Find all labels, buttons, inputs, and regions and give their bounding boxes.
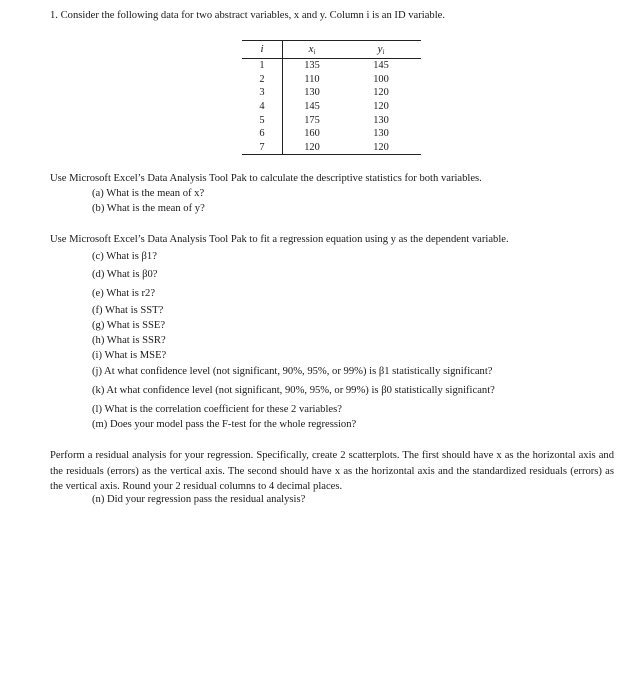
header-y-subscript: i: [382, 47, 385, 56]
header-y: [341, 41, 421, 59]
question-b: (b) What is the mean of y?: [92, 203, 205, 214]
cell-i: 2: [242, 73, 283, 87]
question-m: (m) Does your model pass the F-test for the whole regression?: [92, 419, 357, 430]
question-c: (c) What is β1?: [92, 251, 157, 262]
header-x: [283, 41, 342, 59]
header-x-label: x: [308, 42, 314, 55]
cell-x: 130: [304, 87, 320, 99]
cell-i: 1: [242, 59, 283, 73]
question-f: (f) What is SST?: [92, 305, 164, 316]
cell-i: 5: [242, 113, 283, 127]
cell-x: 175: [304, 114, 320, 126]
data-table: [242, 40, 421, 155]
cell-y: 120: [341, 141, 421, 155]
cell-x: 160: [304, 128, 320, 140]
question-l: (l) What is the correlation coefficient for these 2 variables?: [92, 404, 342, 415]
table-header-row: [242, 41, 421, 59]
question-e: (e) What is r2?: [92, 288, 156, 299]
table-row: [242, 113, 421, 127]
cell-i: 7: [242, 141, 283, 155]
cell-y: 100: [373, 73, 389, 85]
question-g: (g) What is SSE?: [92, 320, 166, 331]
table-row: [242, 141, 421, 155]
cell-y: 130: [373, 114, 389, 126]
question-k: (k) At what confidence level (not significant, 90%, 95%, or 99%) is β0 statistically significant?: [92, 385, 495, 396]
question-i: (i) What is MSE?: [92, 350, 167, 361]
question-j: (j) At what confidence level (not significant, 90%, 95%, or 99%) is β1 statistically significant?: [92, 366, 493, 377]
table-row: [242, 73, 421, 87]
cell-x: 120: [283, 141, 342, 155]
cell-x: 110: [304, 73, 320, 85]
header-y-label: y: [377, 42, 383, 55]
cell-y: 120: [373, 101, 389, 113]
cell-x: 145: [304, 101, 320, 113]
table-row: [242, 59, 421, 73]
residual-analysis-paragraph: Perform a residual analysis for your regression. Specifically, create 2 scatterplots. The first should have x as the horizontal axis and the residuals (errors) as the vertical axis. The second should have x as the horizontal axis and the standardized residuals (errors) as the vertical axis. Round your 2 residual columns to 4 decimal places.: [50, 450, 614, 492]
cell-x: 135: [304, 60, 320, 72]
question-a: (a) What is the mean of x?: [92, 188, 205, 199]
cell-i: 3: [242, 86, 283, 100]
cell-i: 6: [242, 127, 283, 141]
table-row: [242, 86, 421, 100]
descriptive-stats-intro: Use Microsoft Excel’s Data Analysis Tool Pak to calculate the descriptive statistics for both variables.: [50, 173, 482, 184]
cell-i: 4: [242, 100, 283, 114]
problem-heading: 1. Consider the following data for two abstract variables, x and y. Column i is an ID variable.: [50, 10, 446, 21]
cell-y: 130: [373, 128, 389, 140]
header-i: i: [242, 41, 283, 59]
regression-intro: Use Microsoft Excel’s Data Analysis Tool Pak to fit a regression equation using y as the dependent variable.: [50, 234, 509, 245]
table-row: [242, 127, 421, 141]
question-n: (n) Did your regression pass the residual analysis?: [92, 494, 306, 505]
question-d: (d) What is β0?: [92, 269, 158, 280]
question-h: (h) What is SSR?: [92, 335, 166, 346]
cell-y: 145: [373, 60, 389, 72]
table-row: [242, 100, 421, 114]
header-x-subscript: i: [313, 47, 316, 56]
cell-y: 120: [373, 87, 389, 99]
